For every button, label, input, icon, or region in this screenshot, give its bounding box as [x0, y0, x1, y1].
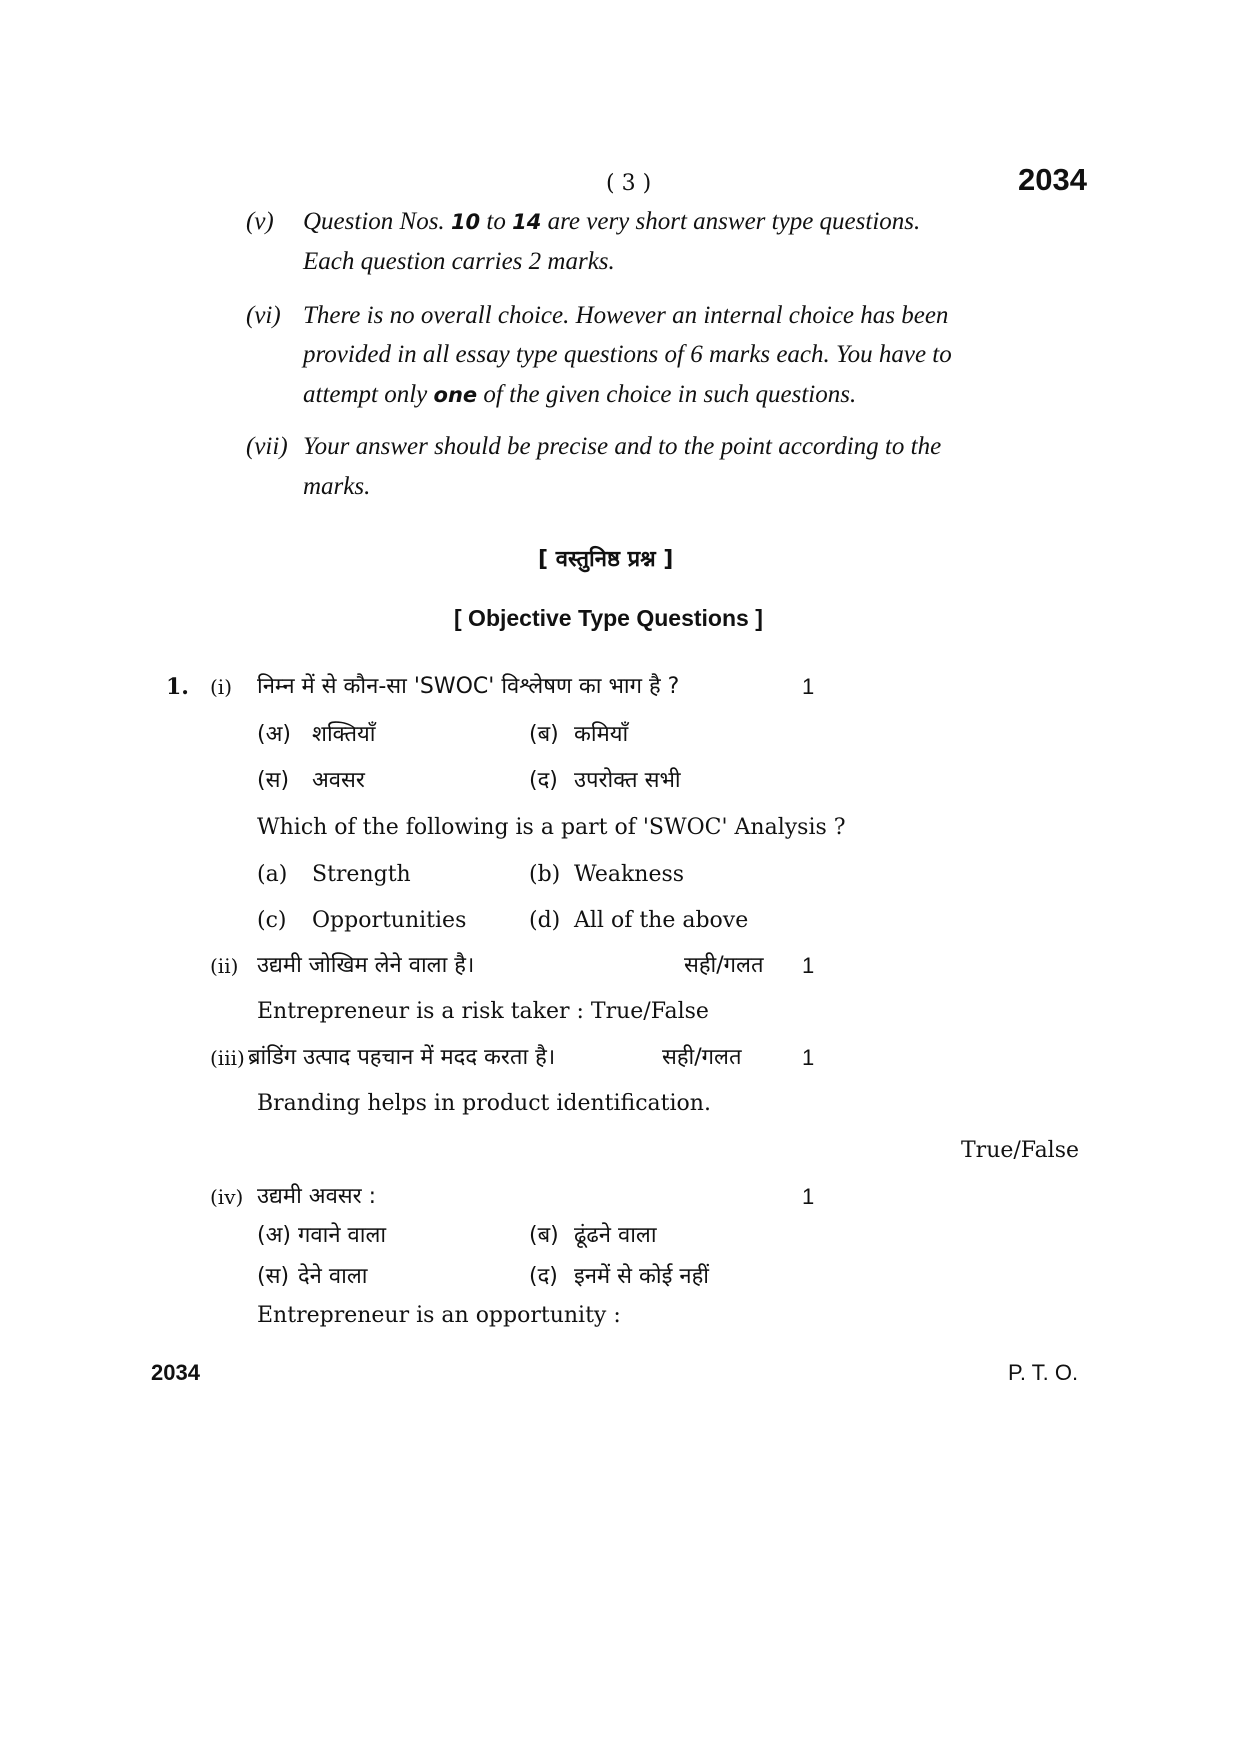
option-label: (स): [257, 768, 290, 793]
option-text: कमियाँ: [574, 722, 629, 747]
sub-label: (ii): [210, 954, 239, 978]
text: There is no overall choice. However an internal choice has been: [303, 302, 949, 329]
option-label: (स): [257, 1264, 290, 1289]
option-label: (अ): [257, 722, 291, 747]
option-text: इनमें से कोई नहीं: [574, 1264, 710, 1289]
marks: 1: [802, 1045, 815, 1070]
true-false-hindi: सही/गलत: [684, 953, 764, 978]
footer-code: 2034: [151, 1360, 200, 1385]
instruction-line: [303, 248, 615, 276]
question-english: Which of the following is a part of 'SWOC' Analysis ?: [257, 815, 846, 840]
instruction-line: [303, 302, 948, 330]
text: attempt only: [303, 381, 434, 408]
option-label: (ब): [529, 722, 559, 747]
emphasis: 14: [512, 210, 542, 234]
option-text: शक्तियाँ: [312, 722, 376, 747]
option-text: All of the above: [574, 908, 749, 933]
instruction-line: [303, 433, 941, 461]
marks: 1: [802, 674, 815, 699]
instruction-line: [303, 473, 370, 501]
option-text: देने वाला: [298, 1264, 368, 1289]
emphasis: 10: [450, 210, 481, 234]
option-label: (d): [529, 908, 561, 933]
paper-code: 2034: [1018, 162, 1087, 197]
instruction-number: (vii): [246, 433, 288, 460]
question-hindi: उद्यमी अवसर :: [257, 1184, 377, 1209]
text: Each question carries 2 marks.: [303, 248, 615, 275]
instruction-line: [303, 341, 952, 369]
marks: 1: [802, 953, 815, 978]
option-text: अवसर: [312, 768, 365, 793]
text: to: [480, 208, 513, 235]
option-text: ढूंढने वाला: [574, 1223, 657, 1248]
question-english: Entrepreneur is a risk taker : True/False: [257, 999, 709, 1024]
text: Question Nos.: [303, 208, 451, 235]
question-hindi: ब्रांडिंग उत्पाद पहचान में मदद करता है।: [248, 1045, 556, 1070]
option-text: Strength: [312, 862, 411, 887]
true-false-hindi: सही/गलत: [662, 1045, 742, 1070]
section-hindi-title: [ वस्तुनिष्ठ प्रश्न ]: [538, 547, 674, 572]
option-label: (b): [529, 862, 561, 887]
emphasis: one: [433, 383, 478, 407]
question-english: Branding helps in product identification.: [257, 1091, 711, 1116]
text: Your answer should be precise and to the point according to the: [303, 433, 942, 460]
footer-pto: P. T. O.: [1008, 1360, 1079, 1385]
section-english-title: [ Objective Type Questions ]: [454, 605, 763, 631]
option-label: (द): [529, 768, 558, 793]
option-label: (अ): [257, 1223, 291, 1248]
question-hindi: निम्न में से कौन-सा 'SWOC' विश्लेषण का भाग है ?: [257, 674, 680, 699]
question-number: 1.: [166, 674, 189, 700]
question-hindi: उद्यमी जोखिम लेने वाला है।: [257, 953, 475, 978]
page-number: ( 3 ): [606, 171, 652, 196]
sub-label: (iv): [210, 1185, 244, 1209]
option-text: गवाने वाला: [298, 1223, 387, 1248]
instruction-line: [303, 381, 856, 409]
instruction-number: (v): [246, 208, 274, 235]
option-label: (c): [257, 908, 287, 933]
option-text: Opportunities: [312, 908, 467, 933]
question-english: Entrepreneur is an opportunity :: [257, 1303, 621, 1328]
option-label: (a): [257, 862, 288, 887]
option-label: (ब): [529, 1223, 559, 1248]
text: are very short answer type questions.: [541, 208, 921, 235]
instruction-line: [303, 208, 920, 236]
text: marks.: [303, 473, 371, 500]
option-text: उपरोक्त सभी: [574, 768, 681, 793]
true-false-english: True/False: [961, 1138, 1080, 1163]
instruction-number: (vi): [246, 302, 281, 329]
option-label: (द): [529, 1264, 558, 1289]
option-text: Weakness: [574, 862, 685, 887]
marks: 1: [802, 1184, 815, 1209]
sub-label: (iii): [210, 1046, 245, 1070]
sub-label: (i): [210, 675, 233, 699]
text: provided in all essay type questions of 6 marks each. You have to: [303, 341, 952, 368]
text: of the given choice in such questions.: [477, 381, 857, 408]
